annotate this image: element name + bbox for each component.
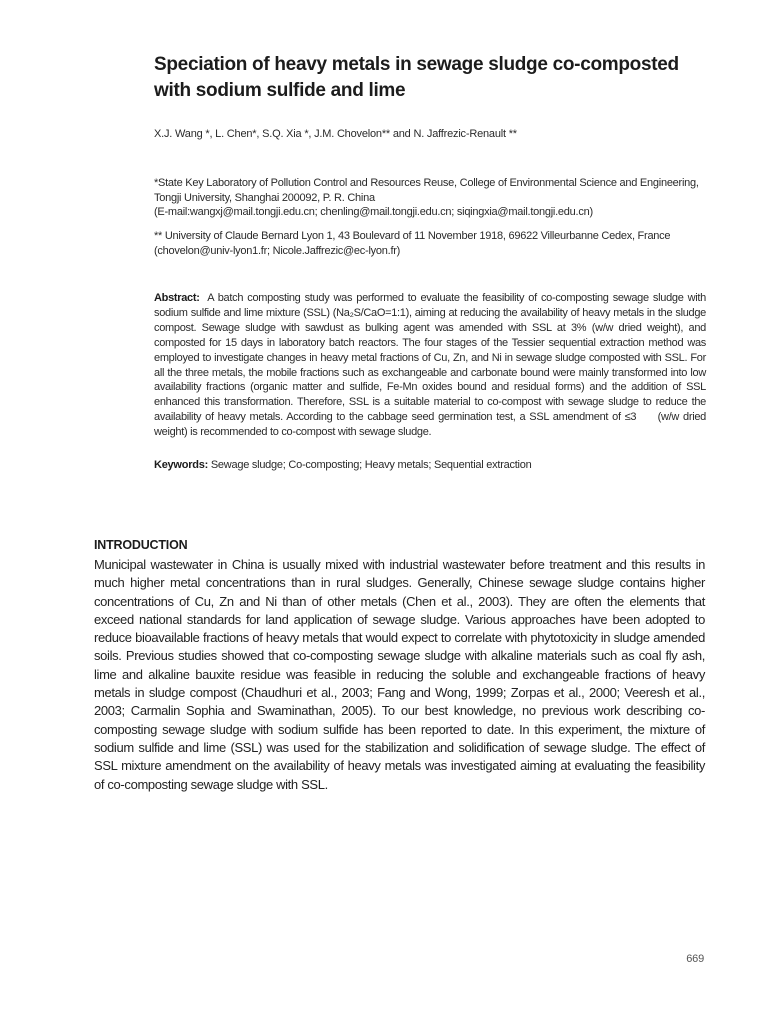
keywords-label: Keywords: [154, 459, 208, 471]
abstract-text: A batch composting study was performed to evaluate the feasibility of co-composting sewage sludge with sodium sulfide and lime mixture (SSL) (Na₂S/CaO=1:1), aiming at reducing the availability of heavy metals in the sludge compost. Sewage sludge with sawdust as bulking agent was amended with SSL at 3% (w/w dried weight), and composted for 15 days in laboratory batch reactors. The four stages of the Tessier sequential extraction method was employed to investigate changes in heavy metal fractions of Cu, Zn, and Ni in sewage sludge composted with SSL. For all the three metals, the mobile fractions such as exchangeable and carbonate bound were mainly transformed into low availability fractions (organic matter and sulfide, Fe-Mn oxides bound and residual forms) and the addition of SSL enhanced this transformation. Therefore, SSL is a suitable material to co-compost with sewage sludge to reduce the availability of heavy metals. According to the cabbage seed germination test, a SSL amendment of ≤3 (w/w dried weight) is recommended to co-compost with sewage sludge. [154, 292, 706, 439]
affiliation-2 [154, 229, 710, 258]
affiliation-2-emails: (chovelon@univ-lyon1.fr; Nicole.Jaffrezic@ec-lyon.fr) [154, 244, 401, 257]
affiliation-1 [154, 176, 710, 220]
keywords-text: Sewage sludge; Co-composting; Heavy metals; Sequential extraction [210, 459, 532, 471]
abstract-label: Abstract: [154, 292, 200, 304]
affiliation-1-address: *State Key Laboratory of Pollution Control and Resources Reuse, College of Environmental Science and Engineering, Tongji University, Shanghai 200092, P. R. China [154, 177, 699, 204]
author-list: X.J. Wang *, L. Chen*, S.Q. Xia *, J.M. Chovelon** and N. Jaffrezic-Renault ** [154, 128, 517, 140]
section-heading-introduction: INTRODUCTION [94, 538, 188, 552]
affiliation-2-address: ** University of Claude Bernard Lyon 1, 43 Boulevard of 11 November 1918, 69622 Villeurbanne Cedex, France [154, 230, 671, 242]
page-number: 669 [686, 953, 704, 965]
abstract [154, 291, 706, 440]
paper-title: Speciation of heavy metals in sewage sludge co-composted with sodium sulfide and lime [154, 54, 679, 101]
keywords [154, 458, 706, 473]
affiliation-1-emails: (E-mail:wangxj@mail.tongji.edu.cn; chenling@mail.tongji.edu.cn; siqingxia@mail.tongji.edu.cn) [154, 206, 593, 218]
introduction-paragraph: Municipal wastewater in China is usually mixed with industrial wastewater before treatment and this results in much higher metal concentrations than in rural sludges. Generally, Chinese sewage sludge contains higher concentrations of Cu, Zn and Ni than of other metals (Chen et al., 2003). They are often the elements that exceed national standards for land application of sewage sludge. Various approaches have been adopted to reduce bioavailable fractions of heavy metals that would expect to correlate with phytotoxicity in sludge amended soils. Previous studies showed that co-composting sewage sludge with alkaline materials such as coal fly ash, lime and alkaline bauxite residue was feasible in reducing the soluble and exchangeable fractions of heavy metals in sludge compost (Chaudhuri et al., 2003; Fang and Wong, 1999; Zorpas et al., 2000; Veeresh et al., 2003; Carmalin Sophia and Swaminathan, 2005). To our best knowledge, no previous work describing co-composting sewage sludge with sodium sulfide has been reported to date. In this experiment, the mixture of sodium sulfide and lime (SSL) was used for the stabilization and solidification of sewage sludge. The effect of SSL mixture amendment on the availability of heavy metals was investigated aiming at evaluating the feasibility of co-composting sewage sludge with SSL. [94, 557, 705, 792]
